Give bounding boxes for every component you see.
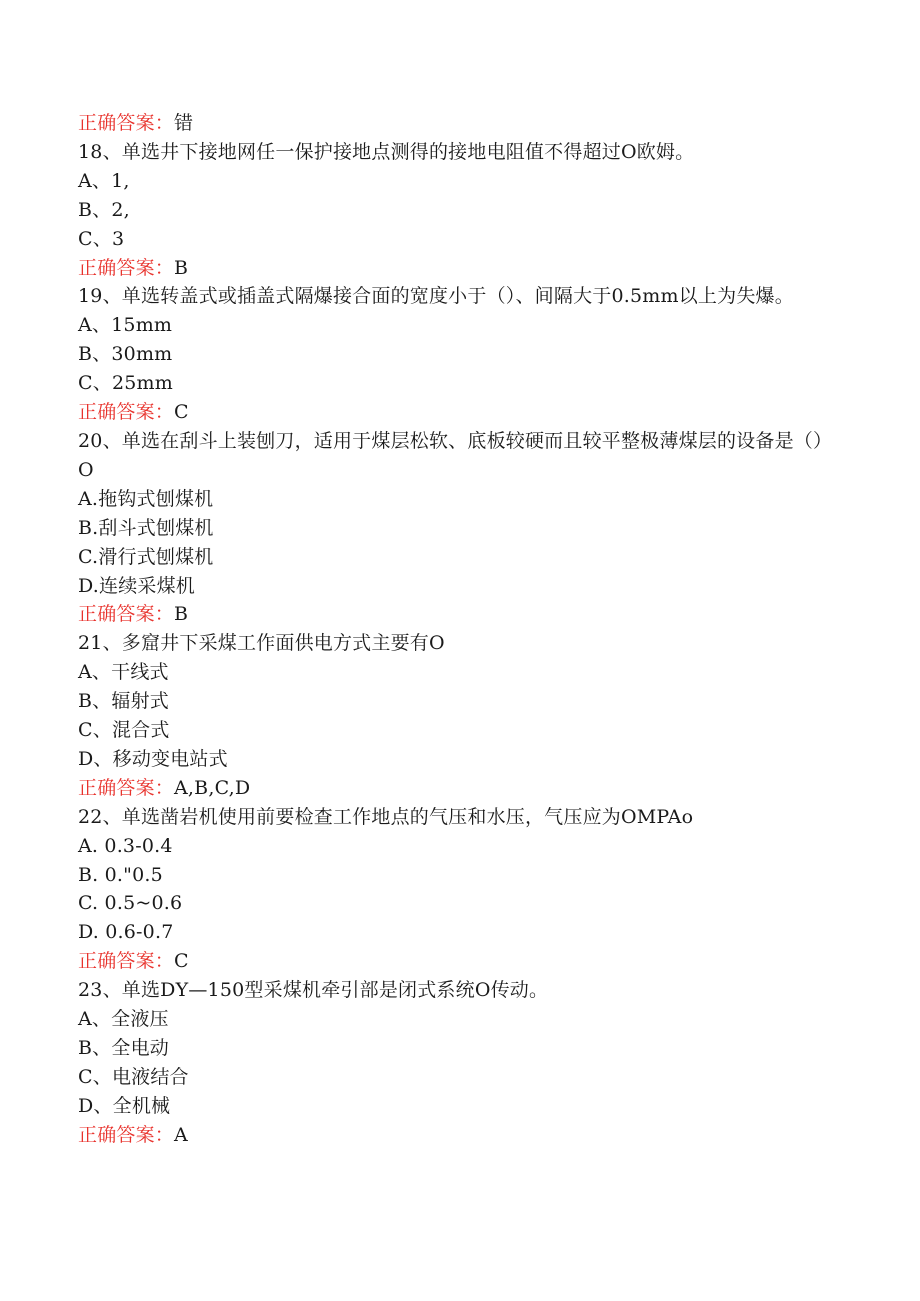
option-item: C. 0.5~0.6 [78, 892, 183, 915]
answer-line [78, 254, 838, 283]
option-item: A、全液压 [78, 1008, 169, 1031]
option-item: C、3 [78, 227, 125, 250]
option-item: C、混合式 [78, 719, 170, 742]
answer-value: 错 [174, 112, 194, 134]
answer-label: 正确答案： [78, 401, 175, 424]
document-body [78, 109, 838, 1150]
answer-value: A [174, 1123, 188, 1146]
answer-line [78, 109, 838, 138]
answer-value: A,B,C,D [174, 776, 251, 799]
answer-line [78, 774, 838, 803]
option-item: A. 0.3-0.4 [78, 834, 173, 857]
answer-value: C [174, 401, 189, 424]
option-item: B、30mm [78, 343, 173, 366]
answer-label: 正确答案： [78, 950, 175, 973]
option-item: D.连续采煤机 [78, 574, 195, 597]
question-text: 20、单选在刮斗上装刨刀，适用于煤层松软、底板较硬而且较平整极薄煤层的设备是（）O [78, 429, 833, 481]
option-item: C、25mm [78, 372, 173, 395]
answer-value: B [174, 256, 189, 279]
option-item: A、15mm [78, 314, 173, 337]
question-text: 18、单选井下接地网任一保护接地点测得的接地电阻值不得超过O欧姆。 [78, 140, 695, 163]
answer-line [78, 600, 838, 629]
option-item: B、辐射式 [78, 690, 169, 713]
option-item: C.滑行式刨煤机 [78, 545, 214, 568]
answer-value: B [174, 603, 189, 626]
answer-label: 正确答案： [78, 256, 175, 279]
option-item: B.刮斗式刨煤机 [78, 516, 214, 539]
option-item: B、2, [78, 198, 130, 221]
answer-label: 正确答案： [78, 776, 175, 799]
answer-line [78, 947, 838, 976]
option-item: D、全机械 [78, 1094, 171, 1117]
option-item: B、全电动 [78, 1037, 169, 1059]
answer-label: 正确答案： [78, 112, 175, 134]
option-item: D. 0.6-0.7 [78, 921, 174, 944]
option-item: C、电液结合 [78, 1065, 189, 1088]
answer-line [78, 398, 838, 427]
option-item: B. 0."0.5 [78, 863, 163, 886]
answer-label: 正确答案： [78, 603, 175, 626]
question-text: 21、多窟井下采煤工作面供电方式主要有O [78, 632, 445, 655]
answer-line [78, 1121, 838, 1150]
option-item: A、干线式 [78, 661, 169, 684]
answer-value: C [174, 950, 189, 973]
question-text: 19、单选转盖式或插盖式隔爆接合面的宽度小于（）、间隔大于0.5mm以上为失爆。 [78, 285, 794, 308]
option-item: A、1, [78, 169, 130, 192]
option-item: D、移动变电站式 [78, 747, 228, 770]
question-text: 22、单选凿岩机使用前要检查工作地点的气压和水压，气压应为OMPAo [78, 805, 694, 828]
option-item: A.拖钩式刨煤机 [78, 487, 214, 510]
question-text: 23、单选DY—150型采煤机牵引部是闭式系统O传动。 [78, 979, 549, 1002]
answer-label: 正确答案： [78, 1123, 175, 1146]
